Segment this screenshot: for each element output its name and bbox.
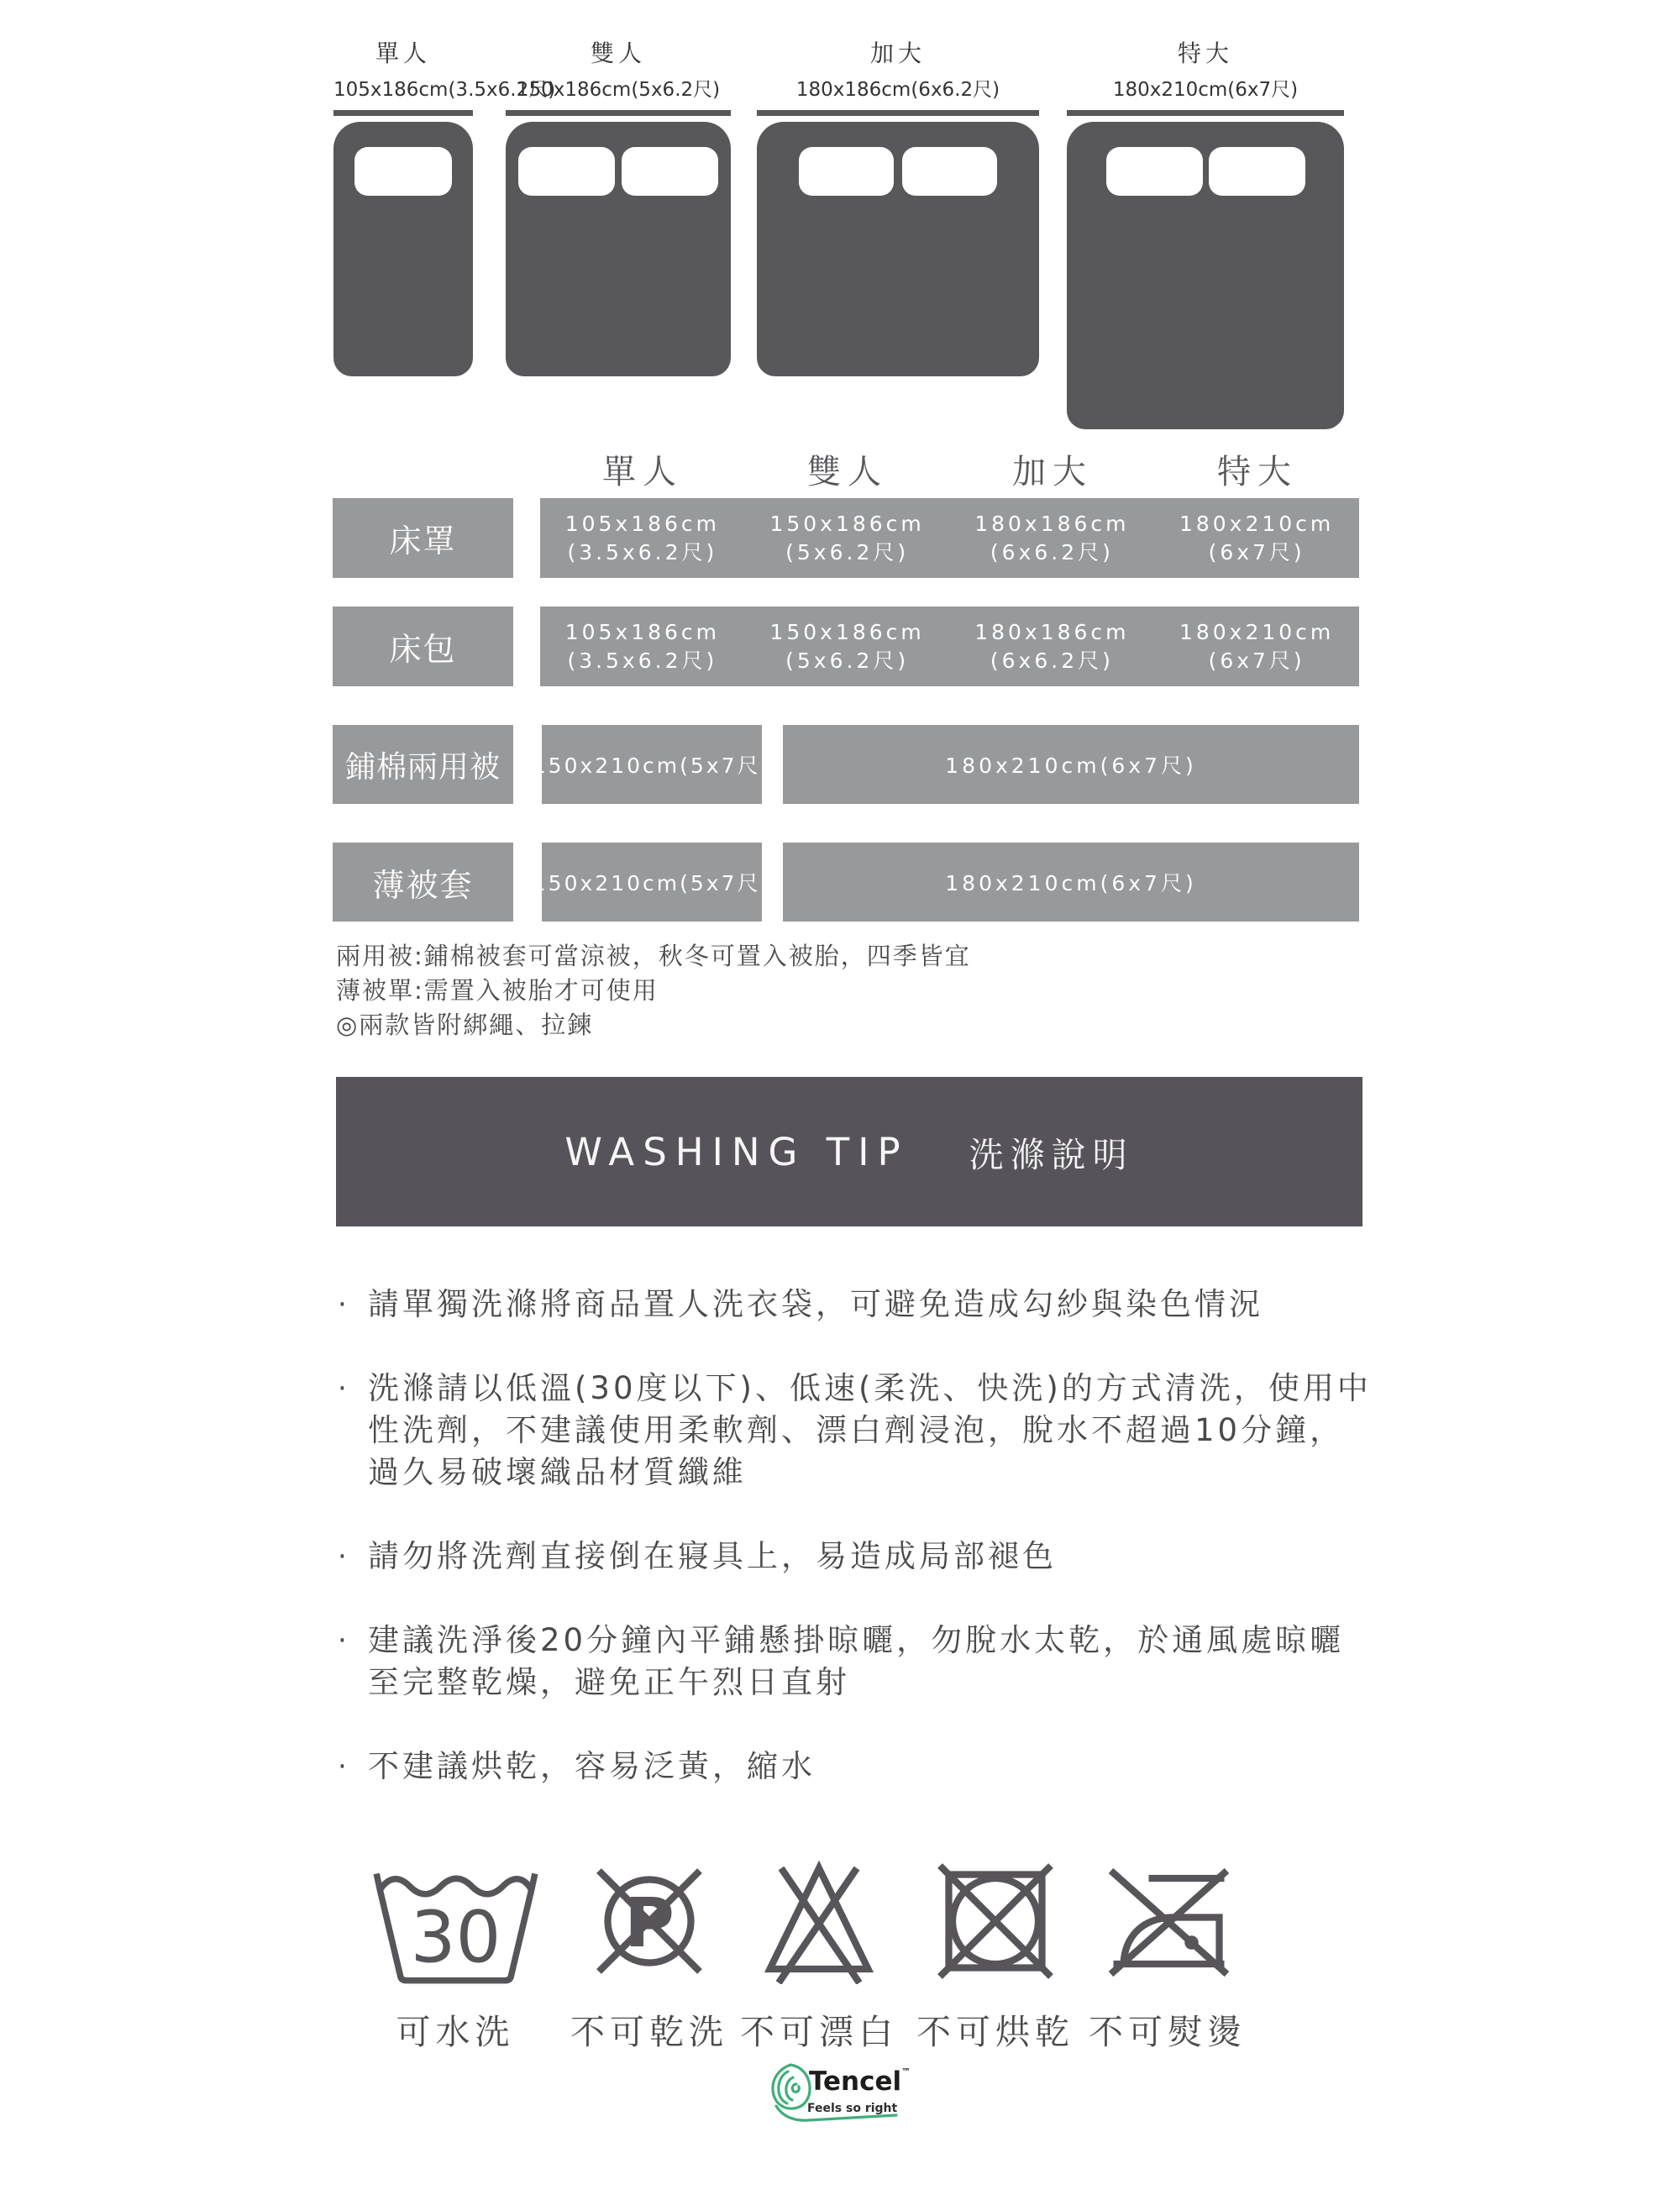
row-label: 床包 bbox=[333, 607, 513, 686]
banner-title-zh: 洗滌說明 bbox=[969, 1134, 1134, 1175]
care-icon-label: 不可熨燙 bbox=[1089, 2012, 1247, 2052]
size-cell-wide: 180x210cm(6x7尺) bbox=[783, 843, 1359, 922]
bullet-icon: · bbox=[338, 1372, 347, 1405]
table-row bbox=[540, 498, 1359, 578]
note-line: 薄被單:需置入被胎才可使用 bbox=[336, 976, 659, 1005]
size-cell: 150x210cm(5x7尺) bbox=[542, 843, 762, 922]
size-cell: 180x210cm (6x7尺) bbox=[1179, 619, 1335, 673]
pillow-shape bbox=[799, 147, 894, 196]
bullet-icon: · bbox=[338, 1750, 347, 1783]
row-label: 薄被套 bbox=[333, 843, 513, 922]
wash-30-icon bbox=[370, 1867, 542, 1984]
bed-shape-king bbox=[1067, 122, 1344, 429]
tencel-brand-logo bbox=[769, 2060, 911, 2135]
bed-size-dimensions: 180x210cm(6x7尺) bbox=[1112, 79, 1299, 101]
bed-column-single bbox=[333, 0, 556, 376]
bed-shape-queen bbox=[757, 122, 1039, 376]
size-cell-wide: 180x210cm(6x7尺) bbox=[783, 725, 1359, 804]
bed-column-king bbox=[1067, 0, 1344, 429]
bed-shape-double bbox=[506, 122, 731, 376]
trademark-symbol: ™ bbox=[901, 2066, 911, 2077]
care-icon-group bbox=[903, 1856, 1088, 2054]
bullet-icon: · bbox=[338, 1624, 347, 1657]
washing-tip-banner bbox=[336, 1077, 1362, 1226]
column-header: 雙人 bbox=[807, 453, 888, 491]
row-label: 床罩 bbox=[333, 498, 513, 578]
size-cell: 180x186cm (6x6.2尺) bbox=[974, 619, 1130, 673]
pillow-shape bbox=[1209, 147, 1305, 196]
no-tumble-dry-icon bbox=[932, 1858, 1058, 1984]
bed-size-dimensions: 105x186cm(3.5x6.2尺) bbox=[333, 79, 556, 101]
width-bar bbox=[333, 110, 473, 116]
bed-size-name: 加大 bbox=[869, 39, 926, 67]
bed-column-double bbox=[506, 0, 731, 376]
bullet-icon: · bbox=[338, 1540, 347, 1573]
size-cell: 105x186cm (3.5x6.2尺) bbox=[564, 619, 721, 673]
svg-text:30: 30 bbox=[410, 1895, 501, 1979]
table-row bbox=[540, 607, 1359, 686]
size-cell: 180x186cm (6x6.2尺) bbox=[974, 511, 1130, 565]
care-icon-label: 不可烘乾 bbox=[916, 2012, 1074, 2052]
usage-notes bbox=[336, 939, 971, 1042]
bullet-icon: · bbox=[338, 1288, 347, 1321]
care-icon-label: 不可乾洗 bbox=[570, 2012, 728, 2052]
bed-size-dimensions: 150x186cm(5x6.2尺) bbox=[516, 79, 721, 101]
bed-size-dimensions: 180x186cm(6x6.2尺) bbox=[795, 79, 1000, 101]
size-cell: 180x210cm (6x7尺) bbox=[1179, 511, 1335, 565]
size-cell: 150x186cm (5x6.2尺) bbox=[769, 619, 925, 673]
brand-wordmark: Tencel™ bbox=[809, 2066, 911, 2097]
washing-tip-item: · 不建議烘乾，容易泛黃，縮水 bbox=[334, 1746, 1368, 1788]
column-header: 特大 bbox=[1217, 453, 1298, 491]
note-line: 兩用被:鋪棉被套可當涼被，秋冬可置入被胎，四季皆宜 bbox=[336, 942, 971, 970]
care-icon-group bbox=[557, 1856, 742, 2054]
column-header: 加大 bbox=[1012, 453, 1093, 491]
care-icon-label: 可水洗 bbox=[396, 2012, 515, 2052]
bed-column-queen bbox=[757, 0, 1039, 376]
washing-tip-item: · 請勿將洗劑直接倒在寢具上，易造成局部褪色 bbox=[334, 1536, 1368, 1578]
size-cell: 105x186cm (3.5x6.2尺) bbox=[564, 511, 721, 565]
washing-tip-item: · 請單獨洗滌將商品置人洗衣袋，可避免造成勾紗與染色情況 bbox=[334, 1284, 1368, 1326]
svg-text:P: P bbox=[624, 1884, 675, 1963]
size-cell: 150x210cm(5x7尺) bbox=[542, 725, 762, 804]
size-cell: 150x186cm (5x6.2尺) bbox=[769, 511, 925, 565]
column-header: 單人 bbox=[602, 453, 683, 491]
bed-size-name: 特大 bbox=[1177, 39, 1233, 67]
no-iron-icon bbox=[1100, 1858, 1235, 1984]
pillow-shape bbox=[1106, 147, 1203, 196]
bed-size-name: 雙人 bbox=[590, 39, 646, 67]
banner-title-en: WASHING TIP bbox=[564, 1129, 909, 1174]
no-dry-clean-icon bbox=[586, 1858, 712, 1984]
bed-size-name: 單人 bbox=[375, 39, 431, 67]
care-icon-label: 不可漂白 bbox=[740, 2012, 898, 2052]
pillow-shape bbox=[354, 147, 452, 196]
care-icon-group bbox=[1075, 1856, 1260, 2054]
pillow-shape bbox=[518, 147, 615, 196]
pillow-shape bbox=[622, 147, 718, 196]
no-bleach-icon bbox=[756, 1858, 882, 1984]
note-line: ◎兩款皆附綁繩、拉鍊 bbox=[336, 1011, 594, 1039]
washing-tips-list bbox=[334, 1284, 1372, 1788]
washing-tip-item: · 洗滌請以低溫(30度以下)、低速(柔洗、快洗)的方式清洗，使用中 性洗劑，不建議使用柔軟劑、漂白劑浸泡，脫水不超過10分鐘， 過久易破壞織品材質纖維 bbox=[334, 1368, 1368, 1494]
pillow-shape bbox=[902, 147, 997, 196]
row-label: 鋪棉兩用被 bbox=[333, 725, 513, 804]
care-icon-group bbox=[727, 1856, 911, 2054]
width-bar bbox=[1067, 110, 1344, 116]
width-bar bbox=[757, 110, 1039, 116]
care-icon-group bbox=[363, 1856, 548, 2054]
brand-tagline: Feels so right bbox=[807, 2102, 898, 2115]
width-bar bbox=[506, 110, 731, 116]
washing-tip-item: · 建議洗淨後20分鐘內平鋪懸掛晾曬，勿脫水太乾，於通風處晾曬 至完整乾燥，避免正午烈日直射 bbox=[334, 1620, 1368, 1704]
bed-shape-single bbox=[333, 122, 473, 376]
